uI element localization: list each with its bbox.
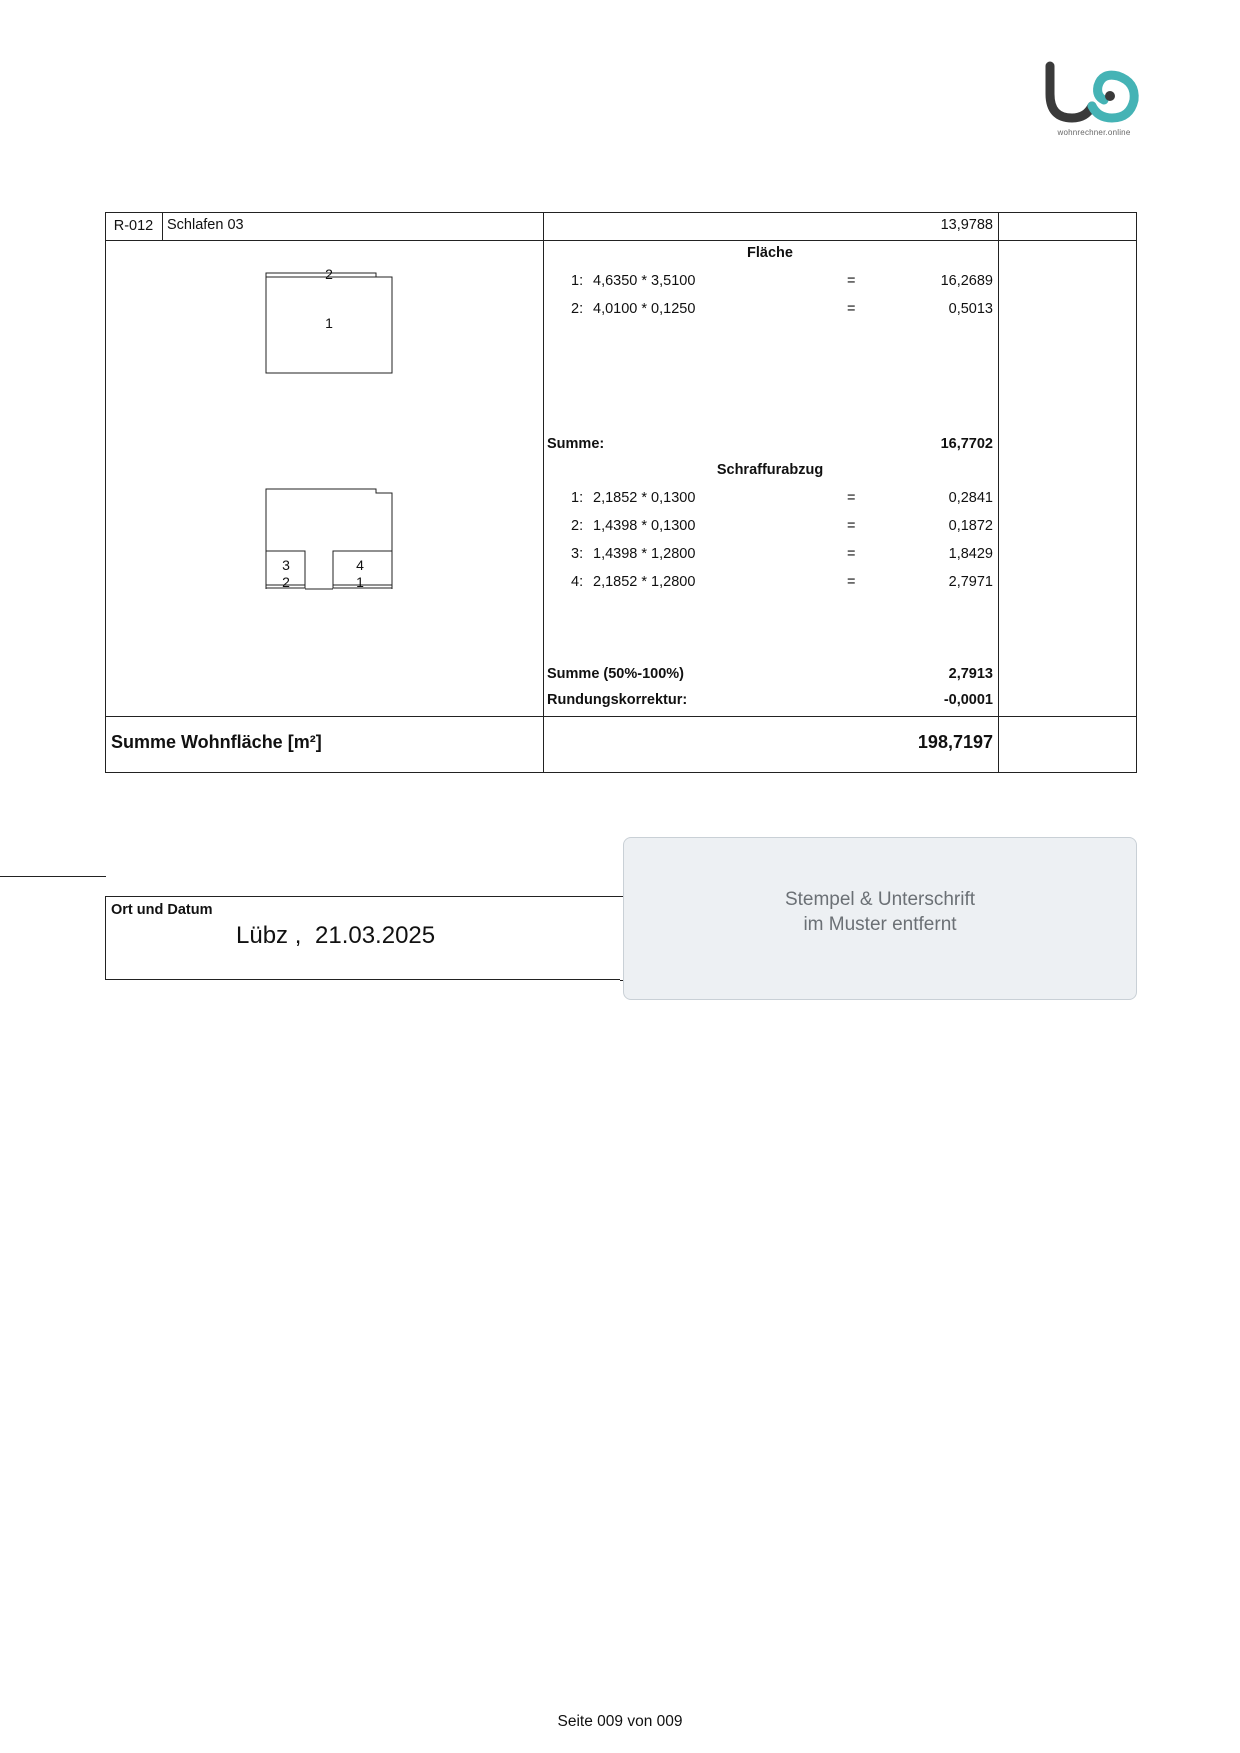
- row-equals: =: [847, 273, 856, 289]
- row-number: 1:: [571, 273, 584, 289]
- row-expression: 1,4398 * 0,1300: [593, 518, 696, 534]
- stamp-line-1: Stempel & Unterschrift: [784, 889, 976, 910]
- row-expression: 2,1852 * 0,1300: [593, 490, 696, 506]
- row-number: 1:: [571, 490, 584, 506]
- rounding-label: Rundungskorrektur:: [547, 692, 688, 708]
- row-equals: =: [847, 301, 856, 317]
- signature-line: [0, 876, 106, 877]
- sketch-label: 1: [325, 315, 333, 331]
- row-number: 4:: [571, 574, 584, 590]
- row-expression: 2,1852 * 1,2800: [593, 574, 696, 590]
- row-equals: =: [847, 546, 856, 562]
- total-value: 198,7197: [917, 732, 993, 752]
- stamp-placeholder: [623, 837, 1137, 1000]
- page-number: Seite 009 von 009: [557, 1713, 683, 1730]
- place-date-label: Ort und Datum: [111, 902, 213, 918]
- schraffur-sum-label: Summe (50%-100%): [547, 666, 684, 682]
- flaeche-sum-label: Summe:: [547, 436, 605, 452]
- sketch-label: 4: [356, 557, 364, 573]
- row-equals: =: [847, 574, 856, 590]
- stamp-line-2: im Muster entfernt: [803, 914, 957, 935]
- row-value: 0,2841: [948, 490, 993, 506]
- row-value: 2,7971: [948, 574, 993, 590]
- date: 21.03.2025: [315, 922, 436, 949]
- logo-mark-icon: [1042, 60, 1146, 126]
- room-sketch-area: [264, 266, 394, 376]
- row-expression: 4,0100 * 0,1250: [593, 301, 696, 317]
- sketch-label: 1: [356, 574, 364, 590]
- schraffur-title: Schraffurabzug: [716, 462, 824, 478]
- row-equals: =: [847, 518, 856, 534]
- flaeche-sum-value: 16,7702: [940, 436, 993, 452]
- room-area: 13,9788: [940, 217, 993, 233]
- company-logo: [1042, 60, 1146, 140]
- logo-text: wohnrechner.online: [1057, 128, 1131, 137]
- rounding-value: -0,0001: [943, 692, 993, 708]
- room-id: R-012: [113, 218, 154, 234]
- total-label: Summe Wohnfläche [m²]: [111, 732, 322, 752]
- flaeche-title: Fläche: [747, 245, 793, 261]
- row-value: 1,8429: [948, 546, 993, 562]
- row-value: 0,1872: [948, 518, 993, 534]
- row-expression: 4,6350 * 3,5100: [593, 273, 696, 289]
- row-number: 2:: [571, 518, 584, 534]
- place: Lübz ,: [236, 922, 302, 949]
- sketch-label: 3: [282, 557, 290, 573]
- row-equals: =: [847, 490, 856, 506]
- sketch-label: 2: [325, 266, 333, 282]
- sketch-label: 2: [282, 574, 290, 590]
- row-number: 3:: [571, 546, 584, 562]
- room-name: Schlafen 03: [167, 217, 244, 233]
- hatch-sketch: [264, 485, 394, 591]
- row-value: 16,2689: [940, 273, 993, 289]
- row-value: 0,5013: [948, 301, 993, 317]
- row-expression: 1,4398 * 1,2800: [593, 546, 696, 562]
- schraffur-sum-value: 2,7913: [948, 666, 993, 682]
- row-number: 2:: [571, 301, 584, 317]
